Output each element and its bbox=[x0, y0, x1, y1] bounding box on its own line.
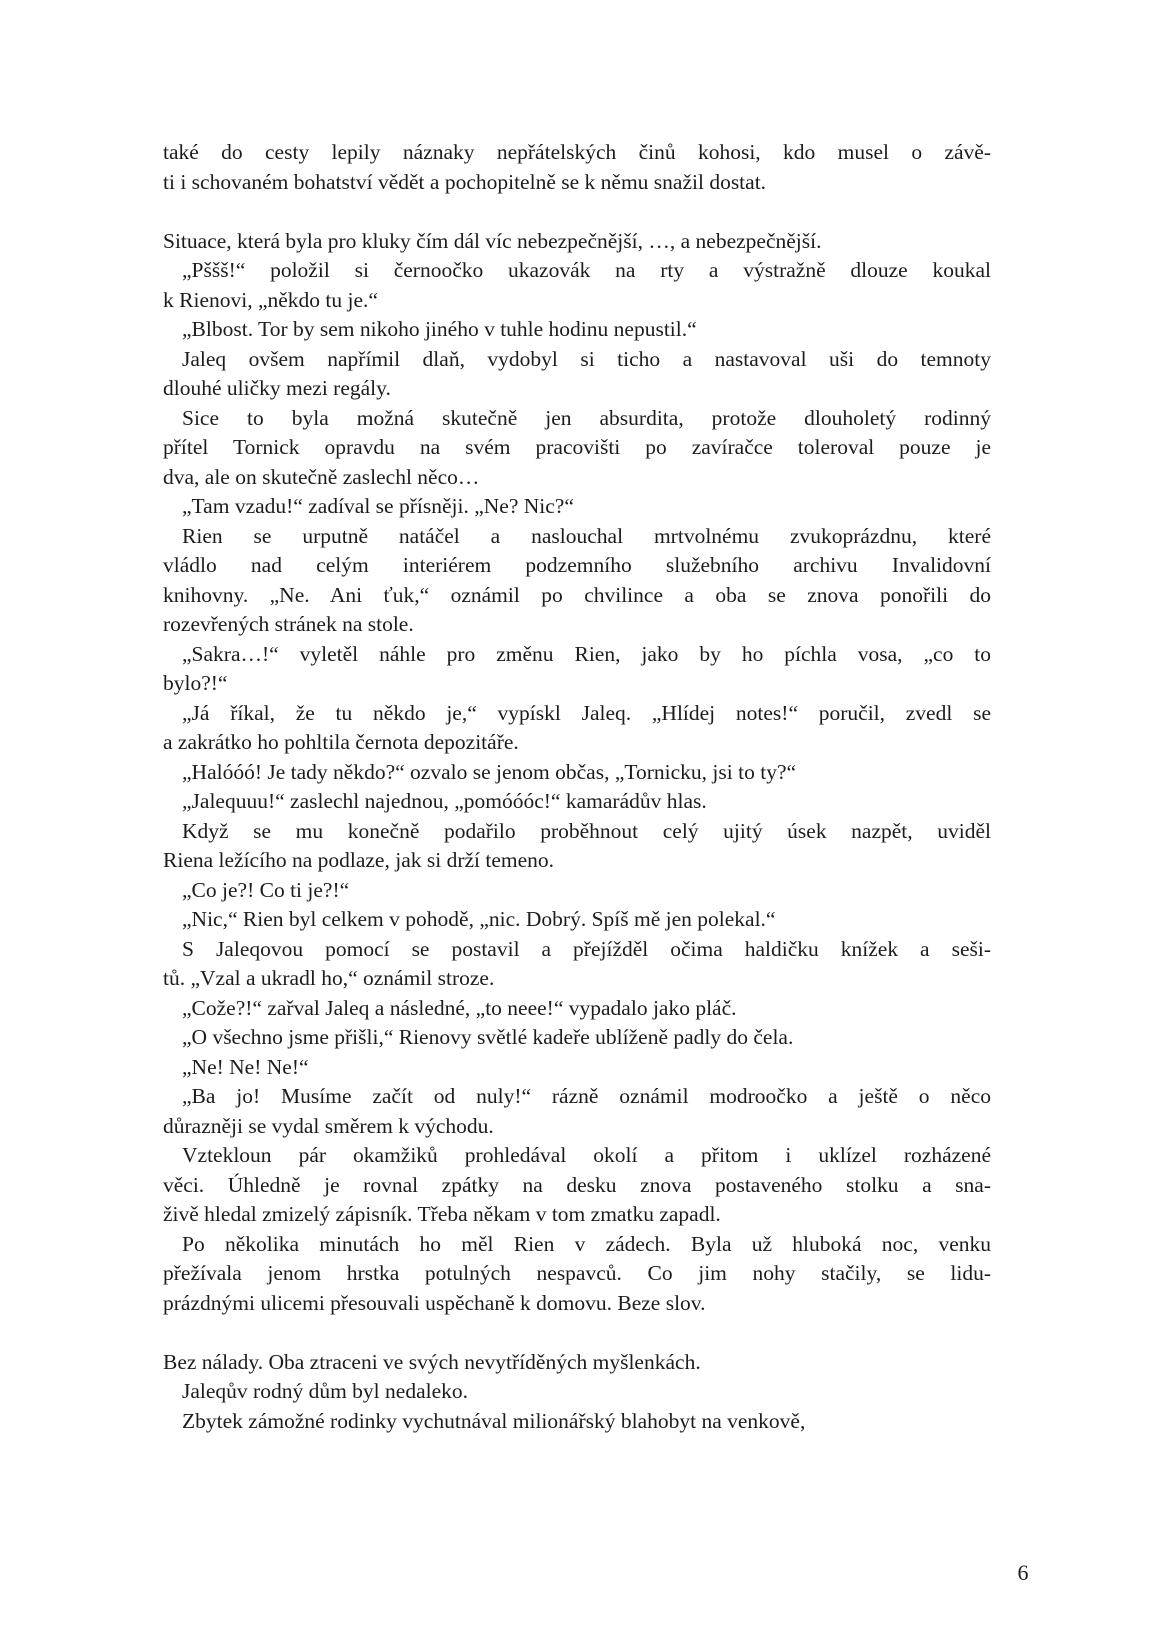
text-line: Sice to byla možná skutečně jen absurdita, protože dlouholetý rodinný bbox=[182, 405, 991, 430]
paragraph bbox=[163, 758, 991, 788]
paragraph bbox=[163, 256, 991, 315]
text-line: „Ne! Ne! Ne!“ bbox=[182, 1054, 309, 1079]
paragraph bbox=[163, 935, 991, 994]
text-line: „Blbost. Tor by sem nikoho jiného v tuhle hodinu nepustil.“ bbox=[182, 317, 697, 341]
paragraph bbox=[163, 1082, 991, 1141]
text-line: „Cože?!“ zařval Jaleq a následné, „to neee!“ vypadalo jako pláč. bbox=[182, 995, 737, 1020]
paragraph bbox=[163, 227, 991, 257]
paragraph bbox=[163, 1141, 991, 1230]
text-line: „Tam vzadu!“ zadíval se přísněji. „Ne? Nic?“ bbox=[182, 494, 574, 518]
text-line: Vztekloun pár okamžiků prohledával okolí a přitom i uklízel rozházené bbox=[182, 1143, 991, 1167]
text-line: Rien se urputně natáčel a naslouchal mrtvolnému zvukoprázdnu, které bbox=[182, 523, 991, 548]
text-line: „Sakra…!“ vyletěl náhle pro změnu Rien, jako by ho píchla vosa, „co to bbox=[182, 641, 991, 666]
text-line: „Co je?! Co ti je?!“ bbox=[182, 877, 350, 902]
text-line: věci. Úhledně je rovnal zpátky na desku znova postaveného stolku a sna- bbox=[163, 1172, 991, 1197]
text-line: živě hledal zmizelý zápisník. Třeba někam v tom zmatku zapadl. bbox=[163, 1202, 721, 1226]
text-line: Situace, která byla pro kluky čím dál víc nebezpečnější, …, a nebezpečnější. bbox=[163, 228, 822, 253]
text-line: dva, ale on skutečně zaslechl něco… bbox=[163, 464, 480, 489]
text-line: prázdnými ulicemi přesouvali uspěchaně k domovu. Beze slov. bbox=[163, 1290, 706, 1315]
text-line: dlouhé uličky mezi regály. bbox=[163, 376, 391, 400]
text-block bbox=[163, 138, 991, 1436]
paragraph bbox=[163, 1377, 991, 1407]
paragraph bbox=[163, 138, 991, 197]
text-line: knihovny. „Ne. Ani ťuk,“ oznámil po chvilince a oba se znova ponořili do bbox=[163, 582, 991, 607]
paragraph bbox=[163, 1023, 991, 1053]
paragraph bbox=[163, 404, 991, 493]
page-number: 6 bbox=[1017, 1560, 1029, 1585]
paragraph bbox=[163, 522, 991, 640]
text-line: Když se mu konečně podařilo proběhnout celý ujitý úsek nazpět, uviděl bbox=[182, 818, 991, 843]
paragraph bbox=[163, 1348, 991, 1378]
text-line: „O všechno jsme přišli,“ Rienovy světlé kadeře ublíženě padly do čela. bbox=[182, 1025, 794, 1049]
paragraph bbox=[163, 492, 991, 522]
paragraph bbox=[163, 876, 991, 906]
text-line: tů. „Vzal a ukradl ho,“ oznámil stroze. bbox=[163, 966, 495, 990]
text-line: rozevřených stránek na stole. bbox=[163, 612, 414, 636]
text-line: přežívala jenom hrstka potulných nespavců. Co jim nohy stačily, se lidu- bbox=[163, 1261, 991, 1285]
text-line: „Nic,“ Rien byl celkem v pohodě, „nic. Dobrý. Spíš mě jen polekal.“ bbox=[182, 907, 776, 931]
text-line: Riena ležícího na podlaze, jak si drží temeno. bbox=[163, 848, 555, 872]
text-line: „Ba jo! Musíme začít od nuly!“ rázně oznámil modroočko a ještě o něco bbox=[182, 1084, 991, 1108]
text-line: také do cesty lepily náznaky nepřátelských činů kohosi, kdo musel o závě- bbox=[163, 140, 991, 164]
text-line: Jaleqův rodný dům byl nedaleko. bbox=[182, 1379, 469, 1403]
paragraph bbox=[163, 1407, 991, 1437]
paragraph bbox=[163, 1230, 991, 1319]
text-line: vládlo nad celým interiérem podzemního služebního archivu Invalidovní bbox=[163, 553, 991, 577]
text-line: Po několika minutách ho měl Rien v zádech. Byla už hluboká noc, venku bbox=[182, 1231, 991, 1256]
text-line: Zbytek zámožné rodinky vychutnával milionářský blahobyt na venkově, bbox=[182, 1408, 806, 1433]
text-line: bylo?!“ bbox=[163, 671, 228, 695]
paragraph bbox=[163, 787, 991, 817]
text-line: ti i schovaném bohatství vědět a pochopitelně se k němu snažil dostat. bbox=[163, 169, 767, 194]
text-line: Bez nálady. Oba ztraceni ve svých nevytříděných myšlenkách. bbox=[163, 1349, 701, 1374]
paragraph bbox=[163, 905, 991, 935]
paragraph bbox=[163, 315, 991, 345]
text-line: „Já říkal, že tu někdo je,“ vypískl Jaleq. „Hlídej notes!“ poručil, zvedl se bbox=[182, 700, 991, 725]
text-line: a zakrátko ho pohltila černota depozitáře. bbox=[163, 730, 519, 754]
text-line: přítel Tornick opravdu na svém pracovišti po zavíračce toleroval pouze je bbox=[163, 435, 991, 459]
text-line: Jaleq ovšem napřímil dlaň, vydobyl si ticho a nastavoval uši do temnoty bbox=[182, 346, 991, 371]
text-line: „Halóóó! Je tady někdo?“ ozvalo se jenom občas, „Tornicku, jsi to ty?“ bbox=[182, 759, 797, 784]
paragraph bbox=[163, 699, 991, 758]
text-line: k Rienovi, „někdo tu je.“ bbox=[163, 287, 378, 312]
text-line: S Jaleqovou pomocí se postavil a přejížděl očima haldičku knížek a seši- bbox=[182, 936, 991, 961]
text-line: „Jalequuu!“ zaslechl najednou, „pomóóóc!“ kamarádův hlas. bbox=[182, 789, 707, 813]
paragraph bbox=[163, 345, 991, 404]
paragraph bbox=[163, 1053, 991, 1083]
paragraph bbox=[163, 640, 991, 699]
paragraph bbox=[163, 817, 991, 876]
paragraph bbox=[163, 994, 991, 1024]
text-line: důrazněji se vydal směrem k východu. bbox=[163, 1113, 494, 1138]
text-line: „Pššš!“ položil si černoočko ukazovák na rty a výstražně dlouze koukal bbox=[182, 258, 991, 282]
